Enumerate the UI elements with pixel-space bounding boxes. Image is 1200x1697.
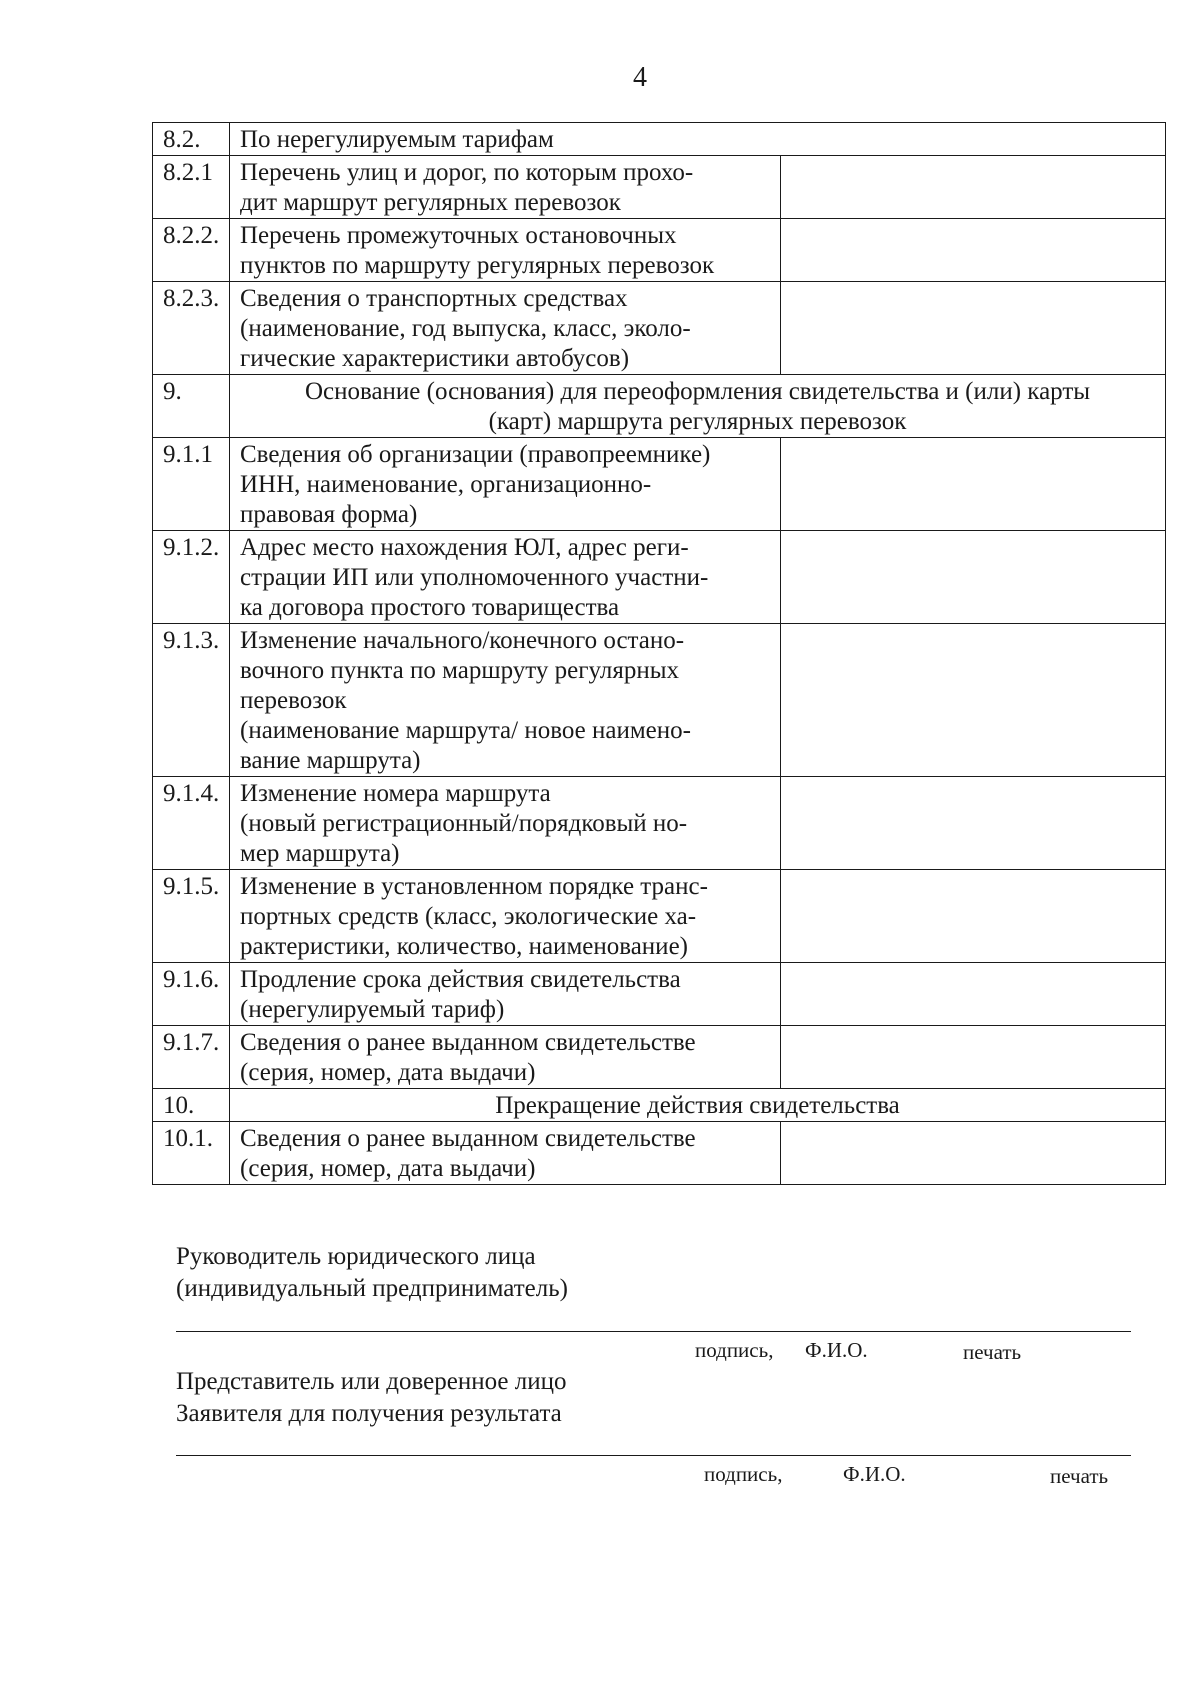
description-line: Сведения о ранее выданном свидетельстве bbox=[240, 1125, 696, 1152]
table-row bbox=[153, 1026, 1166, 1089]
description-line: Сведения о ранее выданном свидетельстве bbox=[240, 1029, 696, 1056]
row-number: 9.1.2. bbox=[153, 531, 230, 624]
table-row bbox=[153, 1089, 1166, 1122]
row-description bbox=[230, 963, 781, 1026]
representative-signature-line[interactable] bbox=[176, 1455, 1131, 1456]
row-value-field[interactable] bbox=[781, 219, 1166, 282]
description-line: Основание (основания) для переоформления свидетельства и (или) карты bbox=[304, 378, 1091, 405]
description-line: Сведения о транспортных средствах bbox=[240, 285, 628, 312]
section-heading bbox=[230, 1089, 1166, 1122]
row-description bbox=[230, 282, 781, 375]
description-line: (серия, номер, дата выдачи) bbox=[240, 1155, 536, 1182]
description-line: Изменение номера маршрута bbox=[240, 780, 551, 807]
row-value-field[interactable] bbox=[781, 282, 1166, 375]
table-row bbox=[153, 156, 1166, 219]
description-line: портных средств (класс, экологические ха- bbox=[240, 903, 697, 930]
description-line: (серия, номер, дата выдачи) bbox=[240, 1059, 536, 1086]
description-line: (нерегулируемый тариф) bbox=[240, 996, 505, 1023]
section-heading bbox=[230, 375, 1166, 438]
description-line: Перечень улиц и дорог, по которым прохо- bbox=[240, 159, 694, 186]
description-line: Перечень промежуточных остановочных bbox=[240, 222, 677, 249]
row-description bbox=[230, 624, 781, 777]
section-heading bbox=[230, 123, 1166, 156]
description-line: (наименование маршрута/ новое наимено- bbox=[240, 717, 691, 744]
description-line: Изменение начального/конечного остано- bbox=[240, 627, 685, 654]
row-description bbox=[230, 1122, 781, 1185]
row-value-field[interactable] bbox=[781, 1122, 1166, 1185]
description-line: (новый регистрационный/порядковый но- bbox=[240, 810, 688, 837]
representative-title-line1: Представитель или доверенное лицо bbox=[176, 1368, 567, 1395]
row-description bbox=[230, 870, 781, 963]
row-number: 10.1. bbox=[153, 1122, 230, 1185]
description-line: гические характеристики автобусов) bbox=[240, 345, 630, 372]
head-caption-name: Ф.И.О. bbox=[805, 1338, 868, 1362]
representative-caption-signature: подпись, bbox=[704, 1462, 783, 1486]
table-row bbox=[153, 870, 1166, 963]
description-line: вочного пункта по маршруту регулярных bbox=[240, 657, 680, 684]
row-number: 9.1.6. bbox=[153, 963, 230, 1026]
row-number: 9.1.4. bbox=[153, 777, 230, 870]
description-line: Продление срока действия свидетельства bbox=[240, 966, 681, 993]
row-number: 8.2.3. bbox=[153, 282, 230, 375]
row-value-field[interactable] bbox=[781, 624, 1166, 777]
row-number: 9.1.5. bbox=[153, 870, 230, 963]
table-row bbox=[153, 777, 1166, 870]
row-description bbox=[230, 438, 781, 531]
table-row bbox=[153, 624, 1166, 777]
description-line: пунктов по маршруту регулярных перевозок bbox=[240, 252, 715, 279]
head-title-line2: (индивидуальный предприниматель) bbox=[176, 1275, 568, 1302]
row-number: 9. bbox=[153, 375, 230, 438]
description-line: Адрес место нахождения ЮЛ, адрес реги- bbox=[240, 534, 689, 561]
representative-caption-stamp: печать bbox=[1050, 1464, 1109, 1488]
table-row bbox=[153, 438, 1166, 531]
row-value-field[interactable] bbox=[781, 963, 1166, 1026]
table-row bbox=[153, 963, 1166, 1026]
row-value-field[interactable] bbox=[781, 777, 1166, 870]
description-line: Прекращение действия свидетельства bbox=[495, 1092, 900, 1119]
description-line: вание маршрута) bbox=[240, 747, 421, 774]
row-description bbox=[230, 777, 781, 870]
row-number: 8.2.2. bbox=[153, 219, 230, 282]
row-description bbox=[230, 531, 781, 624]
row-number: 10. bbox=[153, 1089, 230, 1122]
representative-title-line2: Заявителя для получения результата bbox=[176, 1400, 562, 1427]
head-caption-signature: подпись, bbox=[695, 1338, 774, 1362]
representative-caption-name: Ф.И.О. bbox=[843, 1462, 906, 1486]
head-title-line1: Руководитель юридического лица bbox=[176, 1243, 536, 1270]
row-value-field[interactable] bbox=[781, 156, 1166, 219]
row-number: 8.2. bbox=[153, 123, 230, 156]
table-row bbox=[153, 123, 1166, 156]
description-line: правовая форма) bbox=[240, 501, 418, 528]
table-row bbox=[153, 1122, 1166, 1185]
table-row bbox=[153, 531, 1166, 624]
description-line: перевозок bbox=[240, 687, 347, 714]
description-line: дит маршрут регулярных перевозок bbox=[240, 189, 621, 216]
description-line: Изменение в установленном порядке транс- bbox=[240, 873, 708, 900]
row-value-field[interactable] bbox=[781, 1026, 1166, 1089]
row-value-field[interactable] bbox=[781, 870, 1166, 963]
description-line: По нерегулируемым тарифам bbox=[240, 126, 554, 153]
page-number: 4 bbox=[633, 62, 647, 93]
row-number: 9.1.7. bbox=[153, 1026, 230, 1089]
description-line: Сведения об организации (правопреемнике) bbox=[240, 441, 711, 468]
description-line: страции ИП или уполномоченного участни- bbox=[240, 564, 709, 591]
description-line: (наименование, год выпуска, класс, эколо- bbox=[240, 315, 691, 342]
description-line: рактеристики, количество, наименование) bbox=[240, 933, 688, 960]
head-caption-stamp: печать bbox=[963, 1340, 1022, 1364]
row-number: 9.1.3. bbox=[153, 624, 230, 777]
row-number: 9.1.1 bbox=[153, 438, 230, 531]
application-form-table bbox=[152, 122, 1166, 1185]
row-description bbox=[230, 219, 781, 282]
head-signature-block bbox=[176, 1241, 568, 1305]
head-signature-line[interactable] bbox=[176, 1331, 1131, 1332]
description-line: (карт) маршрута регулярных перевозок bbox=[488, 408, 907, 435]
row-value-field[interactable] bbox=[781, 531, 1166, 624]
row-description bbox=[230, 156, 781, 219]
representative-signature-block bbox=[176, 1366, 567, 1430]
row-description bbox=[230, 1026, 781, 1089]
table-row bbox=[153, 375, 1166, 438]
table-row bbox=[153, 219, 1166, 282]
row-number: 8.2.1 bbox=[153, 156, 230, 219]
description-line: ка договора простого товарищества bbox=[240, 594, 620, 621]
description-line: мер маршрута) bbox=[240, 840, 400, 867]
description-line: ИНН, наименование, организационно- bbox=[240, 471, 652, 498]
row-value-field[interactable] bbox=[781, 438, 1166, 531]
table-row bbox=[153, 282, 1166, 375]
